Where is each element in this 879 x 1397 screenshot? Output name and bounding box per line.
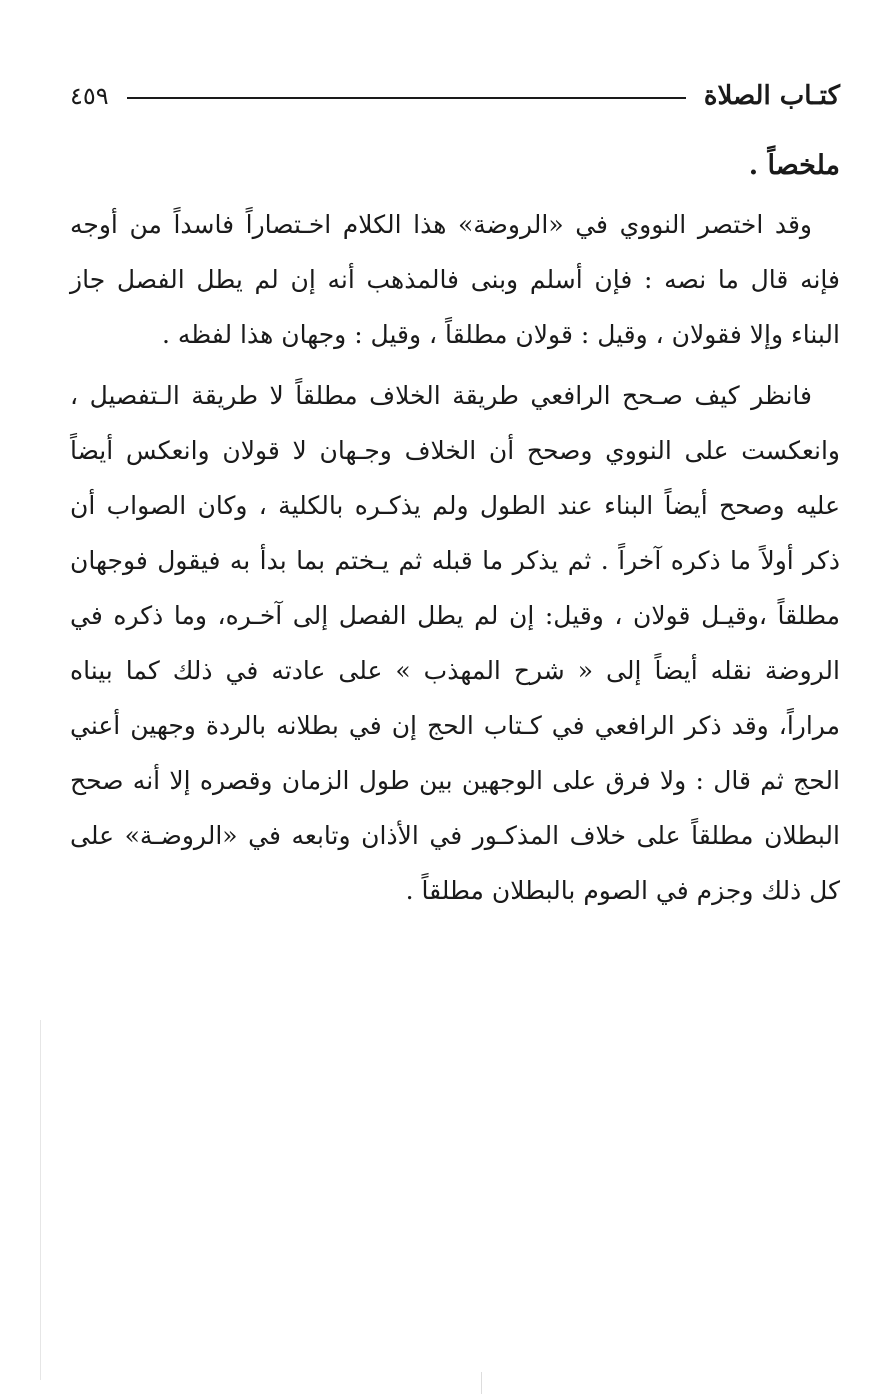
- paragraph: وقد اختصر النووي في «الروضة» هذا الكلام اخـتصاراً فاسداً من أوجه فإنه قال ما نصه : فإن أسلم وبنى فالمذهب أنه إن لم يطل الفصل جاز البناء وإلا فقولان ، وقيل : قولان مطلقاً ، وقيل : وجهان هذا لفظه .: [70, 210, 840, 349]
- header-rule: [127, 97, 686, 99]
- page-number: ٤٥٩: [70, 82, 109, 110]
- scan-artifact-mark: [481, 1372, 482, 1394]
- paragraph: فانظر كيف صـحح الرافعي طريقة الخلاف مطلقاً لا طريقة الـتفصيل ، وانعكست على النووي وصحح أن الخلاف وجـهان لا قولان وانعكس أيضاً عليه وصحح أيضاً البناء عند الطول ولم يذكـره بالكلية ، وكان الصواب أن ذكر أولاً ما ذكره آخراً . ثم يذكر ما قبله ثم يـختم بما بدأ به فيقول فوجهان مطلقاً ،وقيـل قولان ، وقيل: إن لم يطل الفصل إلى آخـره، وما ذكره في الروضة نقله أيضاً إلى « شرح المهذب » على عادته في ذلك كما بيناه مراراً، وقد ذكر الرافعي في كـتاب الحج إن في بطلانه بالردة وجهين أعني الحج ثم قال : ولا فرق على الوجهين بين طول الزمان وقصره إلا أنه صحح البطلان مطلقاً على خلاف المذكـور في الأذان وتابعه في «الروضـة» على كل ذلك وجزم في الصوم بالبطلان مطلقاً .: [70, 381, 840, 905]
- body-text: [70, 138, 840, 918]
- chapter-title: كتـاب الصلاة: [703, 81, 840, 111]
- running-header: [70, 78, 840, 114]
- scan-artifact-line: [40, 1020, 41, 1380]
- paragraph-continuation: ملخصاً .: [748, 150, 840, 181]
